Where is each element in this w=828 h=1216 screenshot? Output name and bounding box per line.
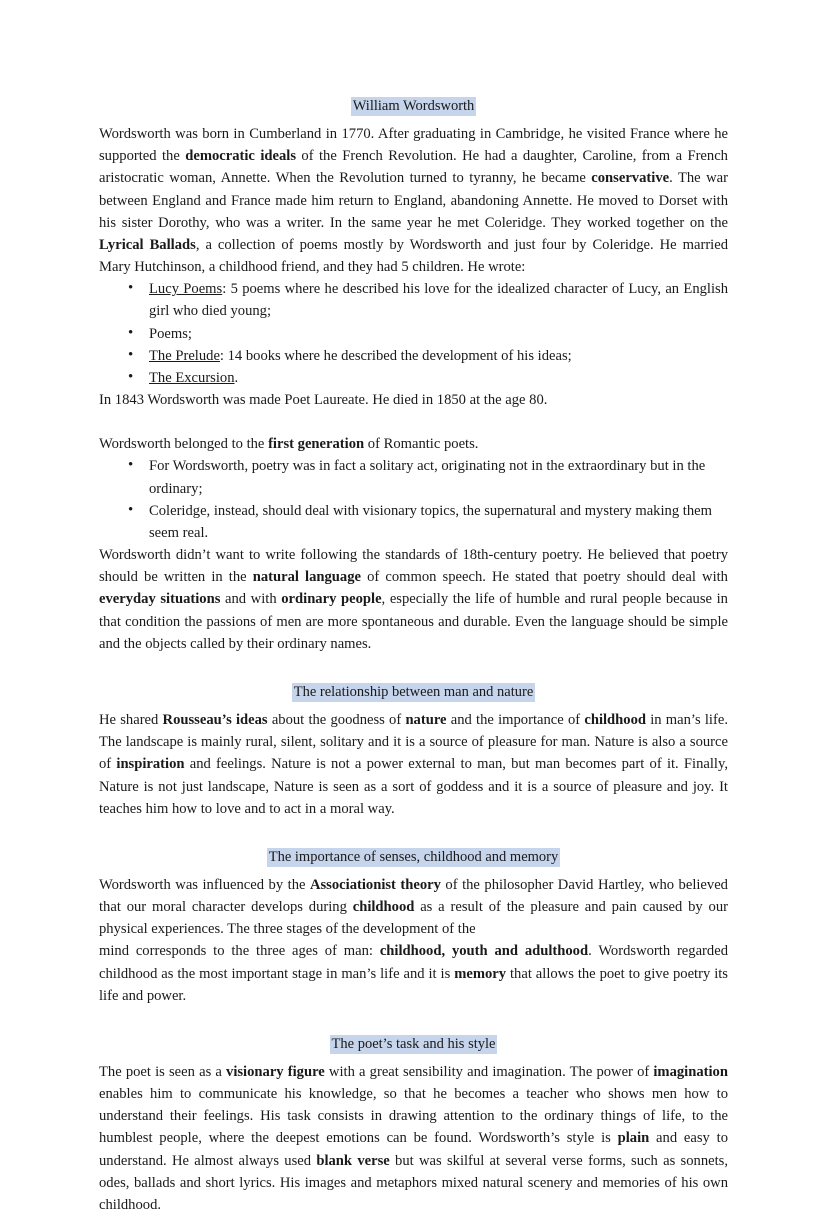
nature-text-1: He shared [99, 711, 163, 728]
generation-text-1: Wordsworth belonged to the [99, 436, 269, 453]
bold-childhood-youth-adulthood: childhood, youth and adulthood [379, 943, 589, 960]
task-text-4: and easy to understand. He almost always used [99, 1130, 728, 1169]
paragraph-nature [99, 709, 728, 820]
bold-associationist-theory: Associationist theory [309, 876, 441, 893]
work-title-the-excursion: The Excursion [149, 369, 235, 386]
nature-text-4: in man’s life. The landscape is mainly rural, silent, solitary and it is a source of pleasure for man. Nature is also a source of [99, 711, 728, 773]
bold-ordinary-people: ordinary people [281, 591, 382, 608]
bio-text-2: of the French Revolution. He had a daughter, Caroline, from a French aristocratic woman, Annette. When the Revolution turned to tyranny, he became [99, 148, 728, 187]
list-item: • For Wordsworth, poetry was in fact a solitary act, originating not in the extraordinary but in the ordinary; [99, 455, 728, 499]
standards-text-3: and with [220, 591, 282, 608]
nature-text-2: about the goodness of [267, 711, 406, 728]
list-item: • Coleridge, instead, should deal with visionary topics, the supernatural and mystery making them seem real. [99, 500, 728, 544]
bold-democratic-ideals: democratic ideals [185, 148, 297, 165]
work-desc-the-excursion: . [234, 369, 239, 386]
heading-highlight-text: The relationship between man and nature [293, 683, 534, 700]
bold-everyday-situations: everyday situations [99, 591, 221, 608]
standards-text-4: , especially the life of humble and rural people because in that condition the passions of men are more spontaneous and durable. Even the language should be simple and the objects called by their ordinary names. [99, 591, 728, 652]
paragraph-biography [99, 123, 728, 278]
bio-text-1: Wordsworth was born in Cumberland in 1770. After graduating in Cambridge, he visited France where he supported the [99, 126, 728, 165]
list-item [99, 367, 728, 389]
bold-childhood: childhood [584, 711, 646, 728]
paragraph-poets-task [99, 1061, 728, 1216]
bold-visionary-figure: visionary figure [226, 1063, 325, 1080]
senses-text-5: . Wordsworth regarded childhood as the most important stage in man’s life and it is [99, 943, 728, 982]
bio-text-3: . The war between England and France made him return to England, abandoning Annette. He moved to Dorset with his sister Dorothy, who was a writer. In the same year he met Coleridge. They worked together on the [99, 170, 729, 231]
nature-text-5: and feelings. Nature is not a power external to man, but man becomes part of it. Finally, Nature is not just landscape, Nature is seen as a sort of goddess and it is a source of pleasure and joy. It teaches him how to love and to act in a moral way. [99, 756, 728, 817]
heading-man-and-nature [99, 682, 728, 703]
bold-conservative: conservative [591, 170, 670, 187]
bold-plain: plain [617, 1130, 650, 1147]
paragraph-poetic-standards [99, 544, 728, 655]
generation-points-list [99, 455, 728, 544]
heading-poets-task-style [99, 1034, 728, 1055]
standards-text-1: Wordsworth didn’t want to write following the standards of 18th-century poetry. He believed that poetry should be written in the [99, 547, 728, 586]
document-body [99, 96, 728, 1216]
list-item [99, 278, 728, 322]
bold-blank-verse: blank verse [316, 1152, 390, 1169]
heading-william-wordsworth [99, 96, 728, 117]
bold-imagination: imagination [653, 1063, 728, 1080]
heading-highlight-text: The importance of senses, childhood and memory [268, 848, 559, 865]
senses-text-2: of the philosopher David Hartley, who believed that our moral character develops during [99, 876, 728, 916]
list-item [99, 323, 728, 345]
generation-text-2: of Romantic poets. [364, 436, 479, 453]
bold-rousseaus-ideas: Rousseau’s ideas [162, 711, 268, 728]
senses-text-6: that allows the poet to give poetry its life and power. [99, 965, 728, 1004]
work-desc-the-prelude: : 14 books where he described the development of his ideas; [219, 347, 572, 364]
senses-text-1: Wordsworth was influenced by the [99, 876, 310, 893]
heading-highlight-text: The poet’s task and his style [331, 1035, 496, 1052]
spacer [99, 655, 728, 682]
senses-text-3: as a result of the pleasure and pain caused by our physical experiences. The three stages of the development of the [99, 899, 728, 938]
task-text-5: but was skilful at several verse forms, such as sonnets, odes, ballads and short lyrics. His images and metaphors mixed natural scenery and memories of his own childhood. [99, 1152, 728, 1213]
task-text-3: enables him to communicate his knowledge, so that he becomes a teacher who shows men how to understand their feelings. His task consists in drawing attention to the ordinary things of life, to the humblest people, where the deepest emotions can be found. Wordsworth’s style is [99, 1086, 728, 1147]
spacer [99, 411, 728, 433]
senses-text-4: mind corresponds to the three ages of man: [99, 943, 380, 960]
bold-natural-language: natural language [252, 569, 361, 586]
bold-childhood-2: childhood [352, 899, 415, 916]
paragraph-poet-laureate: In 1843 Wordsworth was made Poet Laureate. He died in 1850 at the age 80. [99, 392, 548, 409]
work-desc-lucy-poems: : 5 poems where he described his love for the idealized character of Lucy, an English girl who died young; [149, 281, 728, 320]
standards-text-2: of common speech. He stated that poetry should deal with [361, 569, 728, 586]
works-list [99, 278, 728, 389]
task-text-1: The poet is seen as a [99, 1063, 227, 1080]
paragraph-three-ages [99, 940, 728, 1007]
spacer [99, 820, 728, 847]
bold-inspiration: inspiration [116, 756, 185, 773]
bold-lyrical-ballads: Lyrical Ballads [99, 236, 196, 253]
bold-first-generation: first generation [268, 436, 365, 453]
task-text-2: with a great sensibility and imagination. The power of [324, 1063, 654, 1080]
paragraph-associationist [99, 874, 728, 941]
work-desc-poems: ; [187, 325, 192, 342]
list-item [99, 345, 728, 367]
work-title-poems: Poems [149, 325, 188, 342]
work-title-lucy-poems: Lucy Poems [149, 281, 223, 298]
spacer [99, 1007, 728, 1034]
work-title-the-prelude: The Prelude [149, 347, 220, 364]
heading-senses-childhood-memory [99, 847, 728, 868]
paragraph-first-generation [99, 433, 728, 455]
bio-text-4: , a collection of poems mostly by Wordsworth and just four by Coleridge. He married Mary Hutchinson, a childhood friend, and they had 5 children. He wrote: [99, 236, 729, 276]
bold-nature: nature [405, 711, 447, 728]
nature-text-3: and the importance of [446, 711, 585, 728]
heading-highlight-text: William Wordsworth [352, 98, 475, 114]
bold-memory: memory [454, 965, 507, 982]
